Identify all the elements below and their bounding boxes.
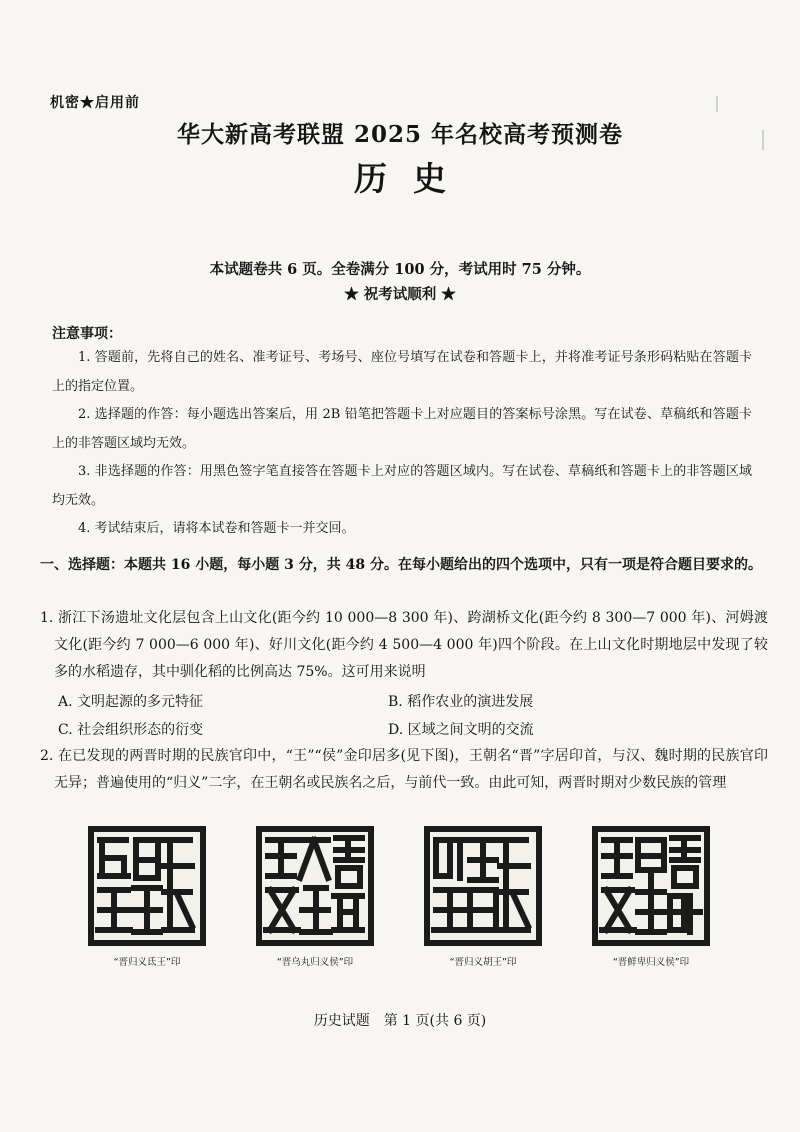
seal-4: [580, 826, 722, 968]
notice-item: 2. 选择题的作答：每小题选出答案后，用 2B 铅笔把答题卡上对应题目的答案标号涂黑。写在试卷、草稿纸和答题卡上的非答题区域均无效。: [52, 407, 752, 451]
question-1-stem: 1. 浙江下汤遗址文化层包含上山文化(距今约 10 000—8 300 年)、跨湖桥文化(距今约 8 300—7 000 年)、河姆渡文化(距今约 7 000—6 000 年)、好川文化(距今约 4 500—4 000 年)四个阶段。在上山文化时期地层中发现了较多的水稻遗存，其中驯化稻的比例高达 75%。这可用来说明: [40, 610, 768, 680]
seal-stamp-image: [88, 826, 206, 946]
notice-item: 3. 非选择题的作答：用黑色签字笔直接答在答题卡上对应的答题区域内。写在试卷、草稿纸和答题卡上的非答题区域均无效。: [52, 464, 752, 508]
subject-title: 历史: [354, 159, 472, 198]
notice-item: 1. 答题前，先将自己的姓名、准考证号、考场号、座位号填写在试卷和答题卡上，并将准考证号条形码粘贴在答题卡上的指定位置。: [52, 350, 752, 394]
scan-mark: [716, 96, 718, 112]
seal-1: [76, 826, 218, 968]
seal-caption: “晋鲜卑归义侯”印: [612, 957, 690, 968]
option-a: A. 文明起源的多元特征: [58, 694, 204, 710]
seal-stamp-image: [592, 826, 710, 946]
seal-stamp-image: [256, 826, 374, 946]
exam-title: 华大新高考联盟 2025 年名校高考预测卷: [176, 121, 624, 148]
option-b: B. 稻作农业的演进发展: [388, 694, 534, 710]
seal-figure: [76, 826, 736, 986]
seal-2: [244, 826, 386, 968]
option-d: D. 区域之间文明的交流: [388, 722, 534, 738]
page-footer: 历史试题 第 1 页(共 6 页): [313, 1013, 487, 1029]
seal-caption: “晋归义氐王”印: [113, 957, 181, 968]
notice-title: 注意事项：: [52, 326, 122, 342]
good-luck-line: ★ 祝考试顺利 ★: [344, 286, 456, 303]
seal-3: [412, 826, 554, 968]
seal-stamp-image: [424, 826, 542, 946]
section-heading: 一、选择题：本题共 16 小题，每小题 3 分，共 48 分。在每小题给出的四个选项中，只有一项是符合题目要求的。: [40, 557, 762, 573]
notice-list: [52, 344, 752, 544]
secret-label: 机密★启用前: [50, 95, 140, 111]
question-2-stem: 2. 在已发现的两晋时期的民族官印中，“王”“侯”金印居多(见下图)，王朝名“晋”字居印首，与汉、魏时期的民族官印无异；普遍使用的“归义”二字，在王朝名或民族名之后，与前代一致。由此可知，两晋时期对少数民族的管理: [40, 748, 768, 791]
seal-caption: “晋归义胡王”印: [449, 957, 517, 968]
option-c: C. 社会组织形态的衍变: [58, 722, 204, 738]
seal-caption: “晋乌丸归义侯”印: [276, 957, 354, 968]
exam-info: 本试题卷共 6 页。全卷满分 100 分，考试用时 75 分钟。: [209, 261, 591, 278]
notice-item: 4. 考试结束后，请将本试卷和答题卡一并交回。: [78, 521, 355, 536]
question-1-options: [58, 688, 758, 744]
